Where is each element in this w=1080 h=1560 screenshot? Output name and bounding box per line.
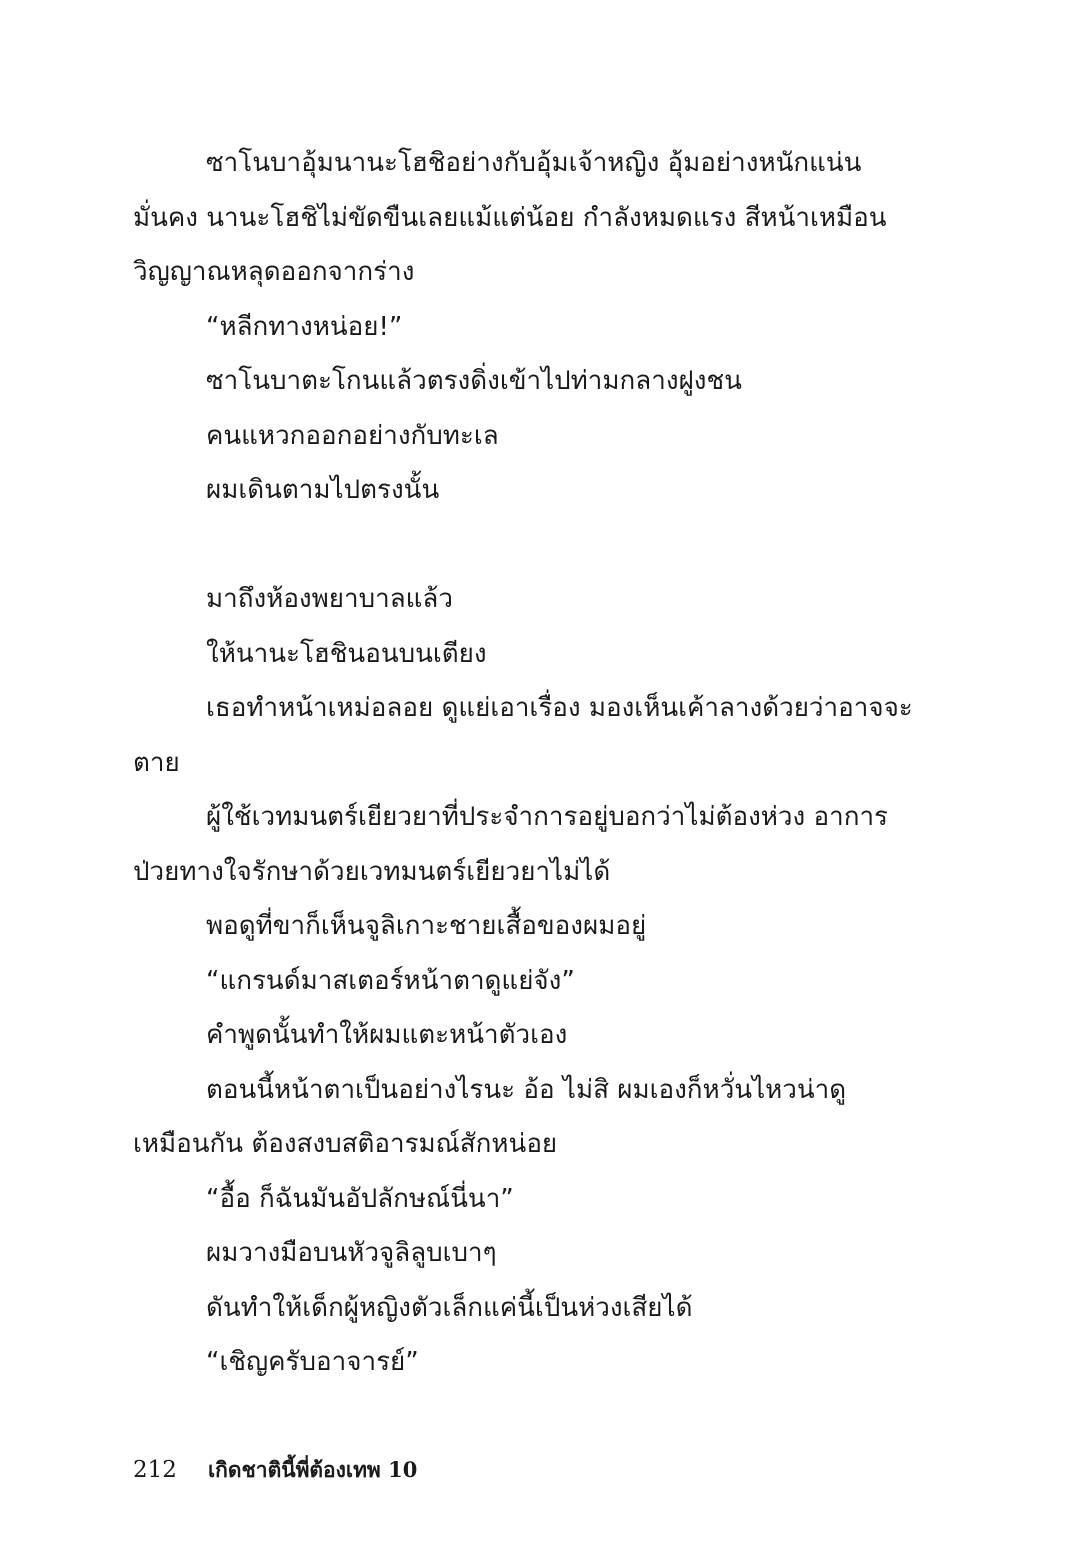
text-line: ตอนนี้หน้าตาเป็นอย่างไรนะ อ้อ ไม่สิ ผมเองก็หวั่นไหวน่าดู [206, 1074, 847, 1105]
text-line: ป่วยทางใจรักษาด้วยเวทมนตร์เยียวยาไม่ได้ [133, 856, 611, 887]
book-title: เกิดชาตินี้พี่ต้องเทพ 10 [208, 1457, 418, 1482]
page-number: 212 [133, 1457, 177, 1483]
text-line: วิญญาณหลุดออกจากร่าง [133, 257, 415, 287]
text-line: “หลีกทางหน่อย!” [206, 311, 403, 342]
text-line: ผู้ใช้เวทมนตร์เยียวยาที่ประจำการอยู่บอกว่าไม่ต้องห่วง อาการ [206, 802, 889, 832]
page-footer [133, 1450, 417, 1490]
text-line: คนแหวกออกอย่างกับทะเล [206, 420, 499, 451]
blank-line [133, 518, 893, 573]
text-line: เหมือนกัน ต้องสงบสติอารมณ์สักหน่อย [133, 1129, 558, 1159]
text-line: มั่นคง นานะโฮชิไม่ขัดขืนเลยแม้แต่น้อย กำลังหมดแรง สีหน้าเหมือน [133, 202, 887, 233]
page-body [133, 136, 913, 1390]
text-line: “แกรนด์มาสเตอร์หน้าตาดูแย่จัง” [206, 965, 575, 996]
text-line: ซาโนบาตะโกนแล้วตรงดิ่งเข้าไปท่ามกลางฝูงชน [206, 366, 742, 396]
text-line: ผมวางมือบนหัวจูลิลูบเบาๆ [206, 1238, 497, 1268]
text-line: ตาย [133, 747, 180, 778]
text-line: ผมเดินตามไปตรงนั้น [206, 475, 440, 505]
text-line: มาถึงห้องพยาบาลแล้ว [206, 584, 453, 614]
text-line: “อื้อ ก็ฉันมันอัปลักษณ์นี่นา” [206, 1183, 514, 1214]
text-line: พอดูที่ขาก็เห็นจูลิเกาะชายเสื้อของผมอยู่ [206, 911, 647, 941]
text-line: ให้นานะโฮชินอนบนเตียง [206, 638, 487, 669]
text-line: คำพูดนั้นทำให้ผมแตะหน้าตัวเอง [206, 1020, 568, 1050]
text-line: เธอทำหน้าเหม่อลอย ดูแย่เอาเรื่อง มองเห็นเค้าลางด้วยว่าอาจจะ [206, 693, 913, 723]
text-line: ซาโนบาอุ้มนานะโฮชิอย่างกับอุ้มเจ้าหญิง อุ้มอย่างหนักแน่น [206, 148, 862, 178]
text-line: “เชิญครับอาจารย์” [206, 1347, 419, 1377]
text-line: ดันทำให้เด็กผู้หญิงตัวเล็กแค่นี้เป็นห่วงเสียได้ [206, 1292, 693, 1323]
